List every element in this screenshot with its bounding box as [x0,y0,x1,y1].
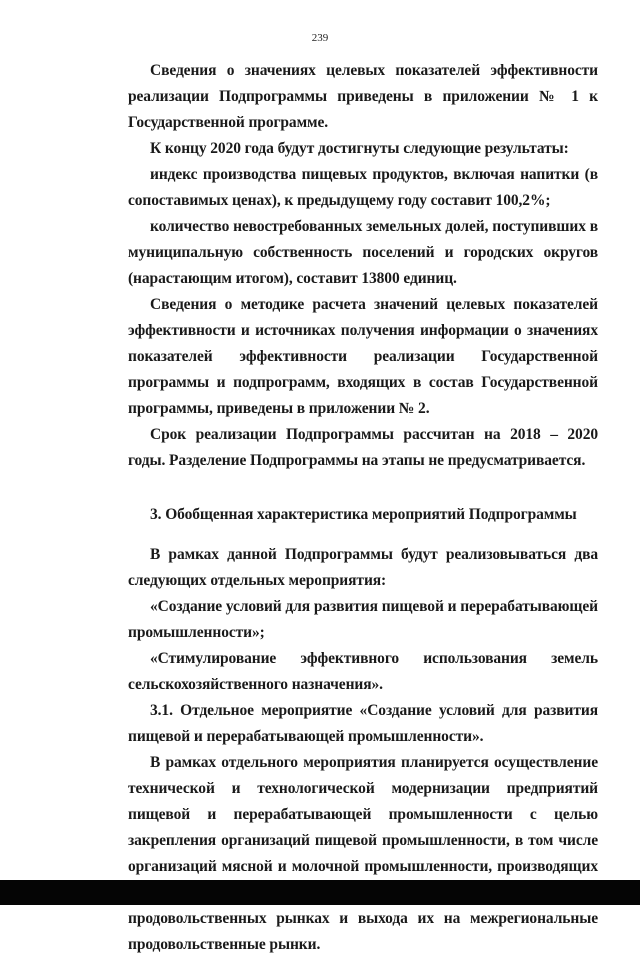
paragraph: Сведения о методике расчета значений целевых показателей эффективности и источниках получения информации о значениях показателей эффективности реализации Государственной программы и подпрограмм, входящих в состав Государственной программы, приведены в приложении № 2. [128,296,598,417]
paragraph: количество невостребованных земельных долей, поступивших в муниципальную собственность поселений и городских округов (нарастающим итогом), составит 13800 единиц. [128,218,598,287]
paragraph: Срок реализации Подпрограммы рассчитан на 2018 – 2020 годы. Разделение Подпрограммы на этапы не предусматривается. [128,426,598,469]
document-body [128,58,598,958]
paragraph: 3.1. Отдельное мероприятие «Создание условий для развития пищевой и перерабатывающей промышленности». [128,702,598,745]
paragraph: К концу 2020 года будут достигнуты следующие результаты: [150,140,569,157]
section-heading: 3. Обобщенная характеристика мероприятий Подпрограммы [150,506,577,523]
scan-edge-bar [0,880,640,905]
paragraph: «Создание условий для развития пищевой и перерабатывающей промышленности»; [128,598,598,641]
paragraph: В рамках отдельного мероприятия планируется осуществление технической и технологической модернизации предприятий пищевой и перерабатывающей промышленности с целью закрепления организаций пищевой промышленности, в том числе организаций мясной и молочной промышленности, производящих продовольственных рынках и выхода их на межрегиональные продовольственные рынки. [128,754,598,953]
paragraph: Сведения о значениях целевых показателей эффективности реализации Подпрограммы приведены в приложении № 1 к Государственной программе. [128,62,598,131]
page-number: 239 [311,32,329,44]
paragraph: В рамках данной Подпрограммы будут реализовываться два следующих отдельных мероприятия: [128,546,598,589]
paragraph: «Стимулирование эффективного использования земель сельскохозяйственного назначения». [128,650,598,693]
paragraph: индекс производства пищевых продуктов, включая напитки (в сопоставимых ценах), к предыдущему году составит 100,2%; [128,166,598,209]
